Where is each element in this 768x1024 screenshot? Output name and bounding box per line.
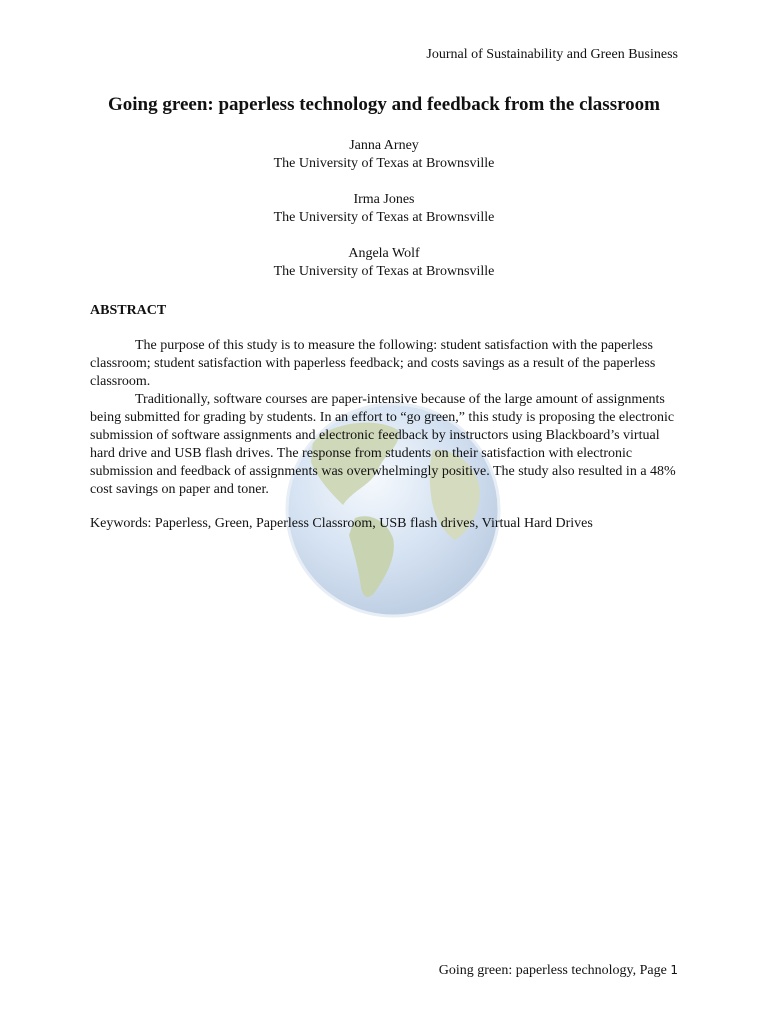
abstract-heading: ABSTRACT (90, 303, 167, 318)
page-number: 1 (670, 963, 678, 977)
author-affiliation: The University of Texas at Brownsville (273, 264, 495, 279)
abstract-paragraph: Traditionally, software courses are paper-intensive because of the large amount of assignments being submitted for grading by students. In an effort to “go green,” this study is proposing the electronic submission of software assignments and electronic feedback by instructors using Blackboard’s virtual hard drive and USB flash drives. The response from students on their satisfaction with electronic submission and feedback of assignments was overwhelmingly positive. The study also resulted in a 48% cost savings on paper and toner. (90, 392, 676, 497)
keywords: Keywords: Paperless, Green, Paperless Classroom, USB flash drives, Virtual Hard Drives (90, 516, 593, 531)
author-affiliation: The University of Texas at Brownsville (273, 210, 495, 225)
author-list (0, 137, 768, 299)
paper-title: Going green: paperless technology and feedback from the classroom (107, 94, 661, 115)
page-footer (439, 961, 678, 980)
footer-running-title: Going green: paperless technology, Page (438, 963, 671, 978)
author-entry (0, 245, 768, 281)
abstract-body (90, 337, 680, 499)
abstract-paragraph: The purpose of this study is to measure the following: student satisfaction with the paperless classroom; student satisfaction with paperless feedback; and costs savings as a result of the paperless classroom. (90, 338, 656, 389)
author-affiliation: The University of Texas at Brownsville (273, 156, 495, 171)
journal-name: Journal of Sustainability and Green Business (426, 47, 678, 62)
author-entry (0, 191, 768, 227)
author-name: Irma Jones (353, 192, 415, 207)
author-name: Angela Wolf (348, 246, 420, 261)
author-name: Janna Arney (349, 138, 419, 153)
author-entry (0, 137, 768, 173)
